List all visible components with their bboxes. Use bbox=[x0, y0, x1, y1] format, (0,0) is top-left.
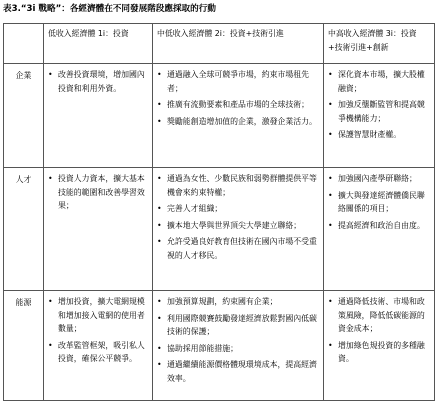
list-item-text: 擴本地大學與世界頂尖大學建立聯絡； bbox=[167, 220, 302, 230]
corner-cell bbox=[4, 24, 44, 64]
bullet-icon: • bbox=[48, 340, 53, 350]
list-item bbox=[327, 295, 431, 336]
table-cell bbox=[153, 168, 324, 291]
list-item bbox=[156, 219, 320, 233]
bullet-icon: • bbox=[328, 174, 333, 183]
list-item-text: 增加綠色規投資的多種融資。 bbox=[338, 340, 425, 364]
list-item bbox=[47, 68, 149, 95]
list-item bbox=[327, 128, 431, 142]
column-header-low-income: 低收入經濟體 1i：投資 bbox=[44, 24, 153, 64]
bullet-list bbox=[153, 64, 323, 133]
list-item bbox=[156, 172, 320, 199]
table-row-talent bbox=[4, 168, 435, 291]
column-header-lower-middle-income: 中低收入經濟體 2i：投資+技術引進 bbox=[153, 24, 324, 64]
bullet-list bbox=[44, 168, 152, 218]
bullet-icon: • bbox=[157, 100, 162, 110]
table-cell bbox=[44, 64, 153, 168]
list-item bbox=[47, 339, 149, 366]
bullet-icon: • bbox=[157, 220, 162, 230]
table-cell bbox=[324, 64, 435, 168]
table-cell bbox=[324, 291, 435, 401]
list-item-text: 提高經濟和政治自由度。 bbox=[338, 220, 425, 230]
list-item-text: 加強預算規劃，約束國有企業； bbox=[167, 297, 278, 306]
column-header-upper-middle-income: 中高收入經濟體 3i：投資+技術引進+創新 bbox=[324, 24, 435, 64]
list-item bbox=[327, 189, 431, 216]
bullet-icon: • bbox=[157, 360, 162, 370]
list-item-text: 增加投資，擴大電網規模和增加接入電網的使用者數量； bbox=[58, 297, 145, 334]
strategy-table bbox=[3, 23, 435, 401]
list-item-text: 通過為女性、少數民族和弱勢群體提供平等機會來約束特權； bbox=[167, 174, 317, 197]
list-item bbox=[156, 235, 320, 262]
list-item-text: 改革監管框架，吸引私人投資，確保公平競爭。 bbox=[58, 340, 145, 364]
bullet-icon: • bbox=[328, 190, 333, 200]
row-header-energy: 能源 bbox=[4, 291, 44, 401]
list-item bbox=[156, 312, 320, 339]
list-item-text: 完善人才組織； bbox=[167, 204, 223, 214]
bullet-icon: • bbox=[48, 297, 53, 306]
bullet-icon: • bbox=[328, 130, 333, 140]
list-item-text: 深化資本市場，擴大股權融資； bbox=[338, 70, 425, 93]
list-item-text: 改善投資環境，增加國內投資和利用外資。 bbox=[58, 70, 145, 93]
list-item-text: 擴大與發達經濟體僑民聯絡關係的項目； bbox=[338, 190, 425, 214]
list-item-text: 加強國內產學研聯絡； bbox=[338, 174, 417, 183]
bullet-list bbox=[44, 291, 152, 371]
table-row-energy bbox=[4, 291, 435, 401]
table-cell bbox=[324, 168, 435, 291]
list-item-text: 推廣有流動要素和產品市場的全球技術； bbox=[167, 100, 310, 110]
list-item bbox=[327, 339, 431, 366]
list-item bbox=[156, 342, 320, 356]
list-item bbox=[47, 172, 149, 213]
list-item bbox=[327, 219, 431, 233]
list-item bbox=[156, 68, 320, 95]
bullet-icon: • bbox=[157, 204, 162, 214]
table-title: 表3.“3i 戰略”：各經濟體在不同發展階段應採取的行動 bbox=[3, 4, 216, 14]
bullet-icon: • bbox=[157, 174, 162, 183]
list-item-text: 允許受過良好教育但技術在國內市場不受重視的人才移民。 bbox=[167, 237, 317, 260]
row-header-enterprise: 企業 bbox=[4, 64, 44, 168]
bullet-icon: • bbox=[328, 297, 333, 306]
list-item-text: 加強反壟斷監管和提高競爭機構能力； bbox=[338, 100, 425, 123]
bullet-icon: • bbox=[48, 174, 53, 183]
bullet-list bbox=[44, 64, 152, 100]
list-item bbox=[156, 202, 320, 216]
bullet-list bbox=[324, 291, 434, 371]
table-cell bbox=[44, 291, 153, 401]
list-item bbox=[156, 115, 320, 129]
bullet-list bbox=[153, 168, 323, 268]
bullet-icon: • bbox=[157, 237, 162, 247]
table-row-enterprise bbox=[4, 64, 435, 168]
list-item-text: 投資人力資本，擴大基本技能的範圍和改善學習效果； bbox=[58, 174, 145, 211]
table-cell bbox=[153, 291, 324, 401]
list-item-text: 協助採用節能措施； bbox=[167, 343, 239, 353]
list-item-text: 利用國際競賽鼓勵發達經濟放鬆對國內低碳技術的保護； bbox=[167, 313, 317, 337]
list-item-text: 通過降低技術、市場和政策風險，降低低碳能源的資金成本； bbox=[338, 297, 425, 334]
list-item-text: 通過融入全球可競爭市場，約束市場租先者； bbox=[167, 70, 310, 93]
list-item-text: 通過繼續能源價格體現環境成本，提高經濟效率。 bbox=[167, 360, 317, 383]
bullet-icon: • bbox=[157, 343, 162, 353]
table-cell bbox=[44, 168, 153, 291]
list-item bbox=[156, 295, 320, 309]
bullet-icon: • bbox=[328, 100, 333, 110]
bullet-icon: • bbox=[328, 220, 333, 230]
row-header-talent: 人才 bbox=[4, 168, 44, 291]
bullet-icon: • bbox=[157, 313, 162, 323]
bullet-list bbox=[324, 168, 434, 237]
bullet-icon: • bbox=[48, 70, 53, 79]
bullet-icon: • bbox=[328, 70, 333, 79]
list-item bbox=[327, 98, 431, 125]
bullet-icon: • bbox=[157, 116, 162, 126]
bullet-icon: • bbox=[157, 70, 162, 79]
list-item bbox=[47, 295, 149, 336]
list-item-text: 保護智慧財產權。 bbox=[338, 130, 402, 140]
bullet-list bbox=[153, 291, 323, 391]
bullet-icon: • bbox=[157, 297, 162, 306]
bullet-list bbox=[324, 64, 434, 147]
list-item bbox=[327, 172, 431, 186]
bullet-icon: • bbox=[328, 340, 333, 350]
list-item bbox=[156, 98, 320, 112]
header-row bbox=[4, 24, 435, 64]
table-cell bbox=[153, 64, 324, 168]
list-item-text: 獎勵能創造增加值的企業，激發企業活力。 bbox=[167, 116, 317, 126]
list-item bbox=[156, 358, 320, 385]
list-item bbox=[327, 68, 431, 95]
